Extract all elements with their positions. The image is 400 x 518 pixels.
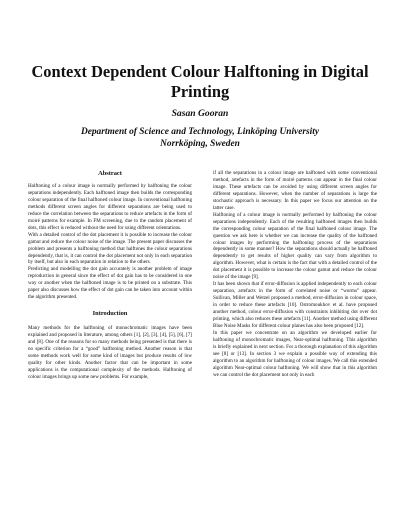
right-paragraph-4: In this paper we concentrate on an algorithm we developed earlier for halftoning of monochromatic images, Near-optimal halftoning. This algorithm is briefly explained in next section. For a thorough explanation of this algorithm see [8] or [13]. In section 3 we explain a possible way of extending this algorithm to an algorithm for halftoning of colour images. We call this extended algorithm Near-optimal colour halftoning. We will show that in this algorithm we can control the dot placement not only in each	[213, 329, 377, 378]
abstract-paragraph-3: Predicting and modelling the dot gain accurately is another problem of image reproduction in general since the effect of dot gain has to be considered in one way or another when the halftoned image is to be printed on a substrate. This paper also discusses how the effect of dot gain can be taken into account within the algorithm presented.	[28, 266, 192, 301]
introduction-body	[28, 325, 192, 381]
affiliation-line-2: Norrköping, Sweden	[160, 139, 240, 149]
right-paragraph-2: Halftoning of a colour image is normally performed by halftoning the colour separations independently. Each of the resulting halftoned images then builds the corresponding colour separation of the final halftoned colour image. The question we ask here is whether we can increase the quality of the halftoned colour images by performing the halftoning process of the separations dependently in some manner? How the separations should actually be halftoned dependently to get results of higher quality can vary from algorithm to algorithm. However, what is certain is the fact that with a detailed control of the dot placement it is possible to increase the colour gamut and reduce the colour noise of the image [9].	[213, 211, 377, 281]
abstract-heading: Abstract	[98, 170, 122, 177]
introduction-paragraph-1: Many methods for the halftoning of monochromatic images have been explained and proposed in literature, among others [1], [2], [3], [4], [5], [6], [7] and [8]. One of the reasons for so many methods being presented is that there is no specific criterion for a “good” halftoning method. Another reason is that some methods work well for some kind of images but produce results of low quality for other kinds. Another factor that can be important in some applications is the computational complexity of the methods. Halftoning of colour images brings up some new problems. For example,	[28, 325, 192, 380]
right-column-body	[213, 170, 377, 379]
abstract-paragraph-2: With a detailed control of the dot placement it is possible to increase the colour gamut and reduce the colour noise of the image. The present paper discusses the problem and presents a halftoning method that halftones the colour separations dependently, that is, it can control the dot placement not only in each separation by itself, but also in each separation in relation to the others.	[28, 231, 192, 266]
abstract-body	[28, 183, 192, 301]
affiliation-line-1: Department of Science and Technology, Linköping University	[80, 127, 320, 137]
author-name: Sasan Gooran	[171, 108, 229, 119]
title-line-1: Context Dependent Colour Halftoning in Digital	[31, 62, 369, 81]
right-paragraph-3: It has been shown that if error-diffusion is applied independently to each colour separation, artefacts in the form of correlated noise or “worms” appear. Sullivan, Miller and Wetzel proposed a method, error-diffusion in colour space, in order to reduce these artefacts [10]. Ostromoukhov et al. have proposed another method, colour error-diffusion with constraints inhibiting dot over dot printing, which also reduces these artefacts [11]. Another method using different Blue Noise Masks for different colour planes has also been proposed [12].	[213, 281, 377, 329]
abstract-paragraph-1: Halftoning of a colour image is normally performed by halftoning the colour separations independently. Each halftoned image then builds the corresponding colour separation of the final halftoned colour image. In conventional halftoning methods different screen angles for different separations are being used to reduce the correlation between the separations to reduce artefacts in the form of moiré patterns for example. In FM screening, due to the random placement of dots, this effect is reduced without the need for using different orientations.	[28, 183, 192, 231]
right-paragraph-1: if all the separations in a colour image are halftoned with some conventional method, artefacts in the form of moiré patterns can appear in the final colour image. These artefacts can be avoided by using different screen angles for different separations. However, when the number of separations is large the stochastic approach is necessary. In this paper we focus our attention on the latter case.	[213, 170, 377, 211]
title-line-2: Printing	[170, 82, 230, 101]
introduction-heading: Introduction	[92, 310, 128, 318]
right-column	[213, 170, 377, 379]
author-affiliation	[20, 126, 380, 150]
paper-title	[20, 62, 380, 102]
left-column	[28, 170, 192, 381]
